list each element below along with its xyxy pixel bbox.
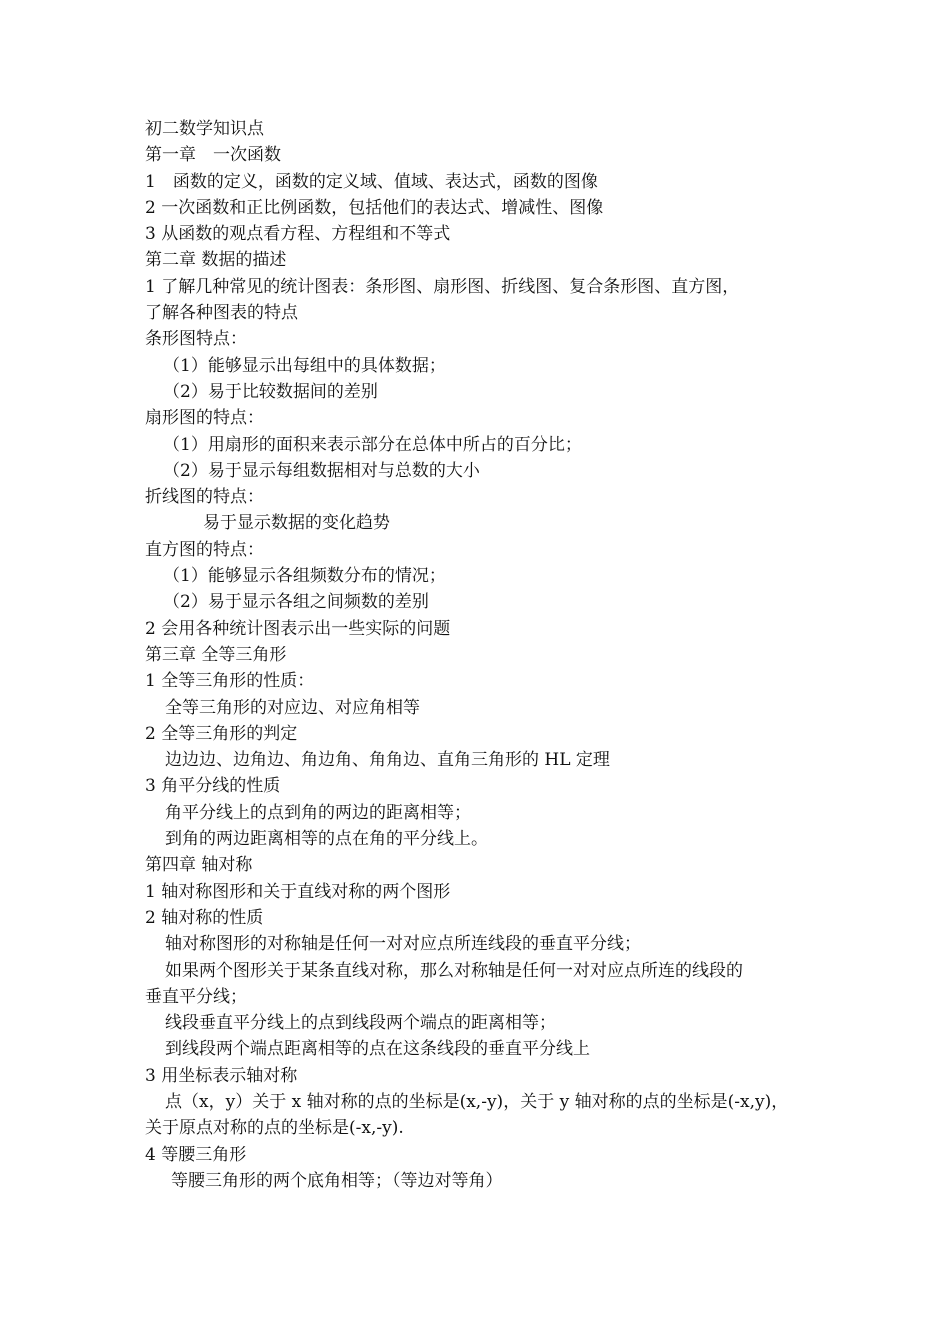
list-item: 1 全等三角形的性质： xyxy=(145,671,315,692)
text-line: 等腰三角形的两个底角相等；（等边对等角） xyxy=(171,1170,503,1191)
document-title: 初二数学知识点 xyxy=(145,119,264,139)
list-item: （2）易于比较数据间的差别 xyxy=(163,381,378,402)
text-line: 轴对称图形的对称轴是任何一对对应点所连线段的垂直平分线； xyxy=(165,934,641,955)
list-item: 1 了解几种常见的统计图表：条形图、扇形图、折线图、复合条形图、直方图， xyxy=(145,276,740,297)
list-item: 2 会用各种统计图表示出一些实际的问题 xyxy=(145,618,451,639)
text-line: 关于原点对称的点的坐标是(-x,-y). xyxy=(145,1118,404,1139)
list-item: （1）能够显示出每组中的具体数据； xyxy=(163,355,446,376)
text-line: 线段垂直平分线上的点到线段两个端点的距离相等； xyxy=(165,1013,556,1034)
document-body xyxy=(145,116,815,1194)
chapter-heading: 第一章 一次函数 xyxy=(145,145,281,166)
list-item: 1 轴对称图形和关于直线对称的两个图形 xyxy=(145,881,451,902)
subheading: 折线图的特点： xyxy=(145,487,264,508)
list-item: 4 等腰三角形 xyxy=(145,1144,247,1165)
chapter-heading: 第四章 轴对称 xyxy=(145,855,253,876)
list-item: 2 轴对称的性质 xyxy=(145,907,264,928)
text-line: 边边边、边角边、角边角、角角边、直角三角形的 HL 定理 xyxy=(165,750,610,771)
list-item: 3 从函数的观点看方程、方程组和不等式 xyxy=(145,224,451,245)
subheading: 直方图的特点： xyxy=(145,539,264,560)
text-line: 到角的两边距离相等的点在角的平分线上。 xyxy=(165,829,488,850)
text-line: 了解各种图表的特点 xyxy=(145,303,298,324)
list-item: 3 角平分线的性质 xyxy=(145,776,281,797)
text-line: 到线段两个端点距离相等的点在这条线段的垂直平分线上 xyxy=(165,1039,590,1060)
subheading: 扇形图的特点： xyxy=(145,408,264,429)
list-item: （1）能够显示各组频数分布的情况； xyxy=(163,566,446,587)
list-item: 2 全等三角形的判定 xyxy=(145,723,298,744)
chapter-heading: 第三章 全等三角形 xyxy=(145,644,287,665)
text-line: 全等三角形的对应边、对应角相等 xyxy=(165,697,420,718)
list-item: 3 用坐标表示轴对称 xyxy=(145,1065,298,1086)
list-item: （1）用扇形的面积来表示部分在总体中所占的百分比； xyxy=(163,434,582,455)
list-item: 1 函数的定义，函数的定义域、值域、表达式，函数的图像 xyxy=(145,171,598,192)
list-item: （2）易于显示每组数据相对与总数的大小 xyxy=(163,460,480,481)
subheading: 条形图特点： xyxy=(145,329,247,350)
text-line: 易于显示数据的变化趋势 xyxy=(203,513,390,534)
text-line: 垂直平分线； xyxy=(145,986,247,1007)
chapter-heading: 第二章 数据的描述 xyxy=(145,250,287,271)
list-item: 2 一次函数和正比例函数，包括他们的表达式、增减性、图像 xyxy=(145,197,604,218)
text-line: 如果两个图形关于某条直线对称，那么对称轴是任何一对对应点所连的线段的 xyxy=(165,960,743,981)
text-line: 点（x，y）关于 x 轴对称的点的坐标是(x,-y)，关于 y 轴对称的点的坐标是(-x,y)， xyxy=(165,1091,789,1112)
list-item: （2）易于显示各组之间频数的差别 xyxy=(163,592,429,613)
text-line: 角平分线上的点到角的两边的距离相等； xyxy=(165,802,471,823)
